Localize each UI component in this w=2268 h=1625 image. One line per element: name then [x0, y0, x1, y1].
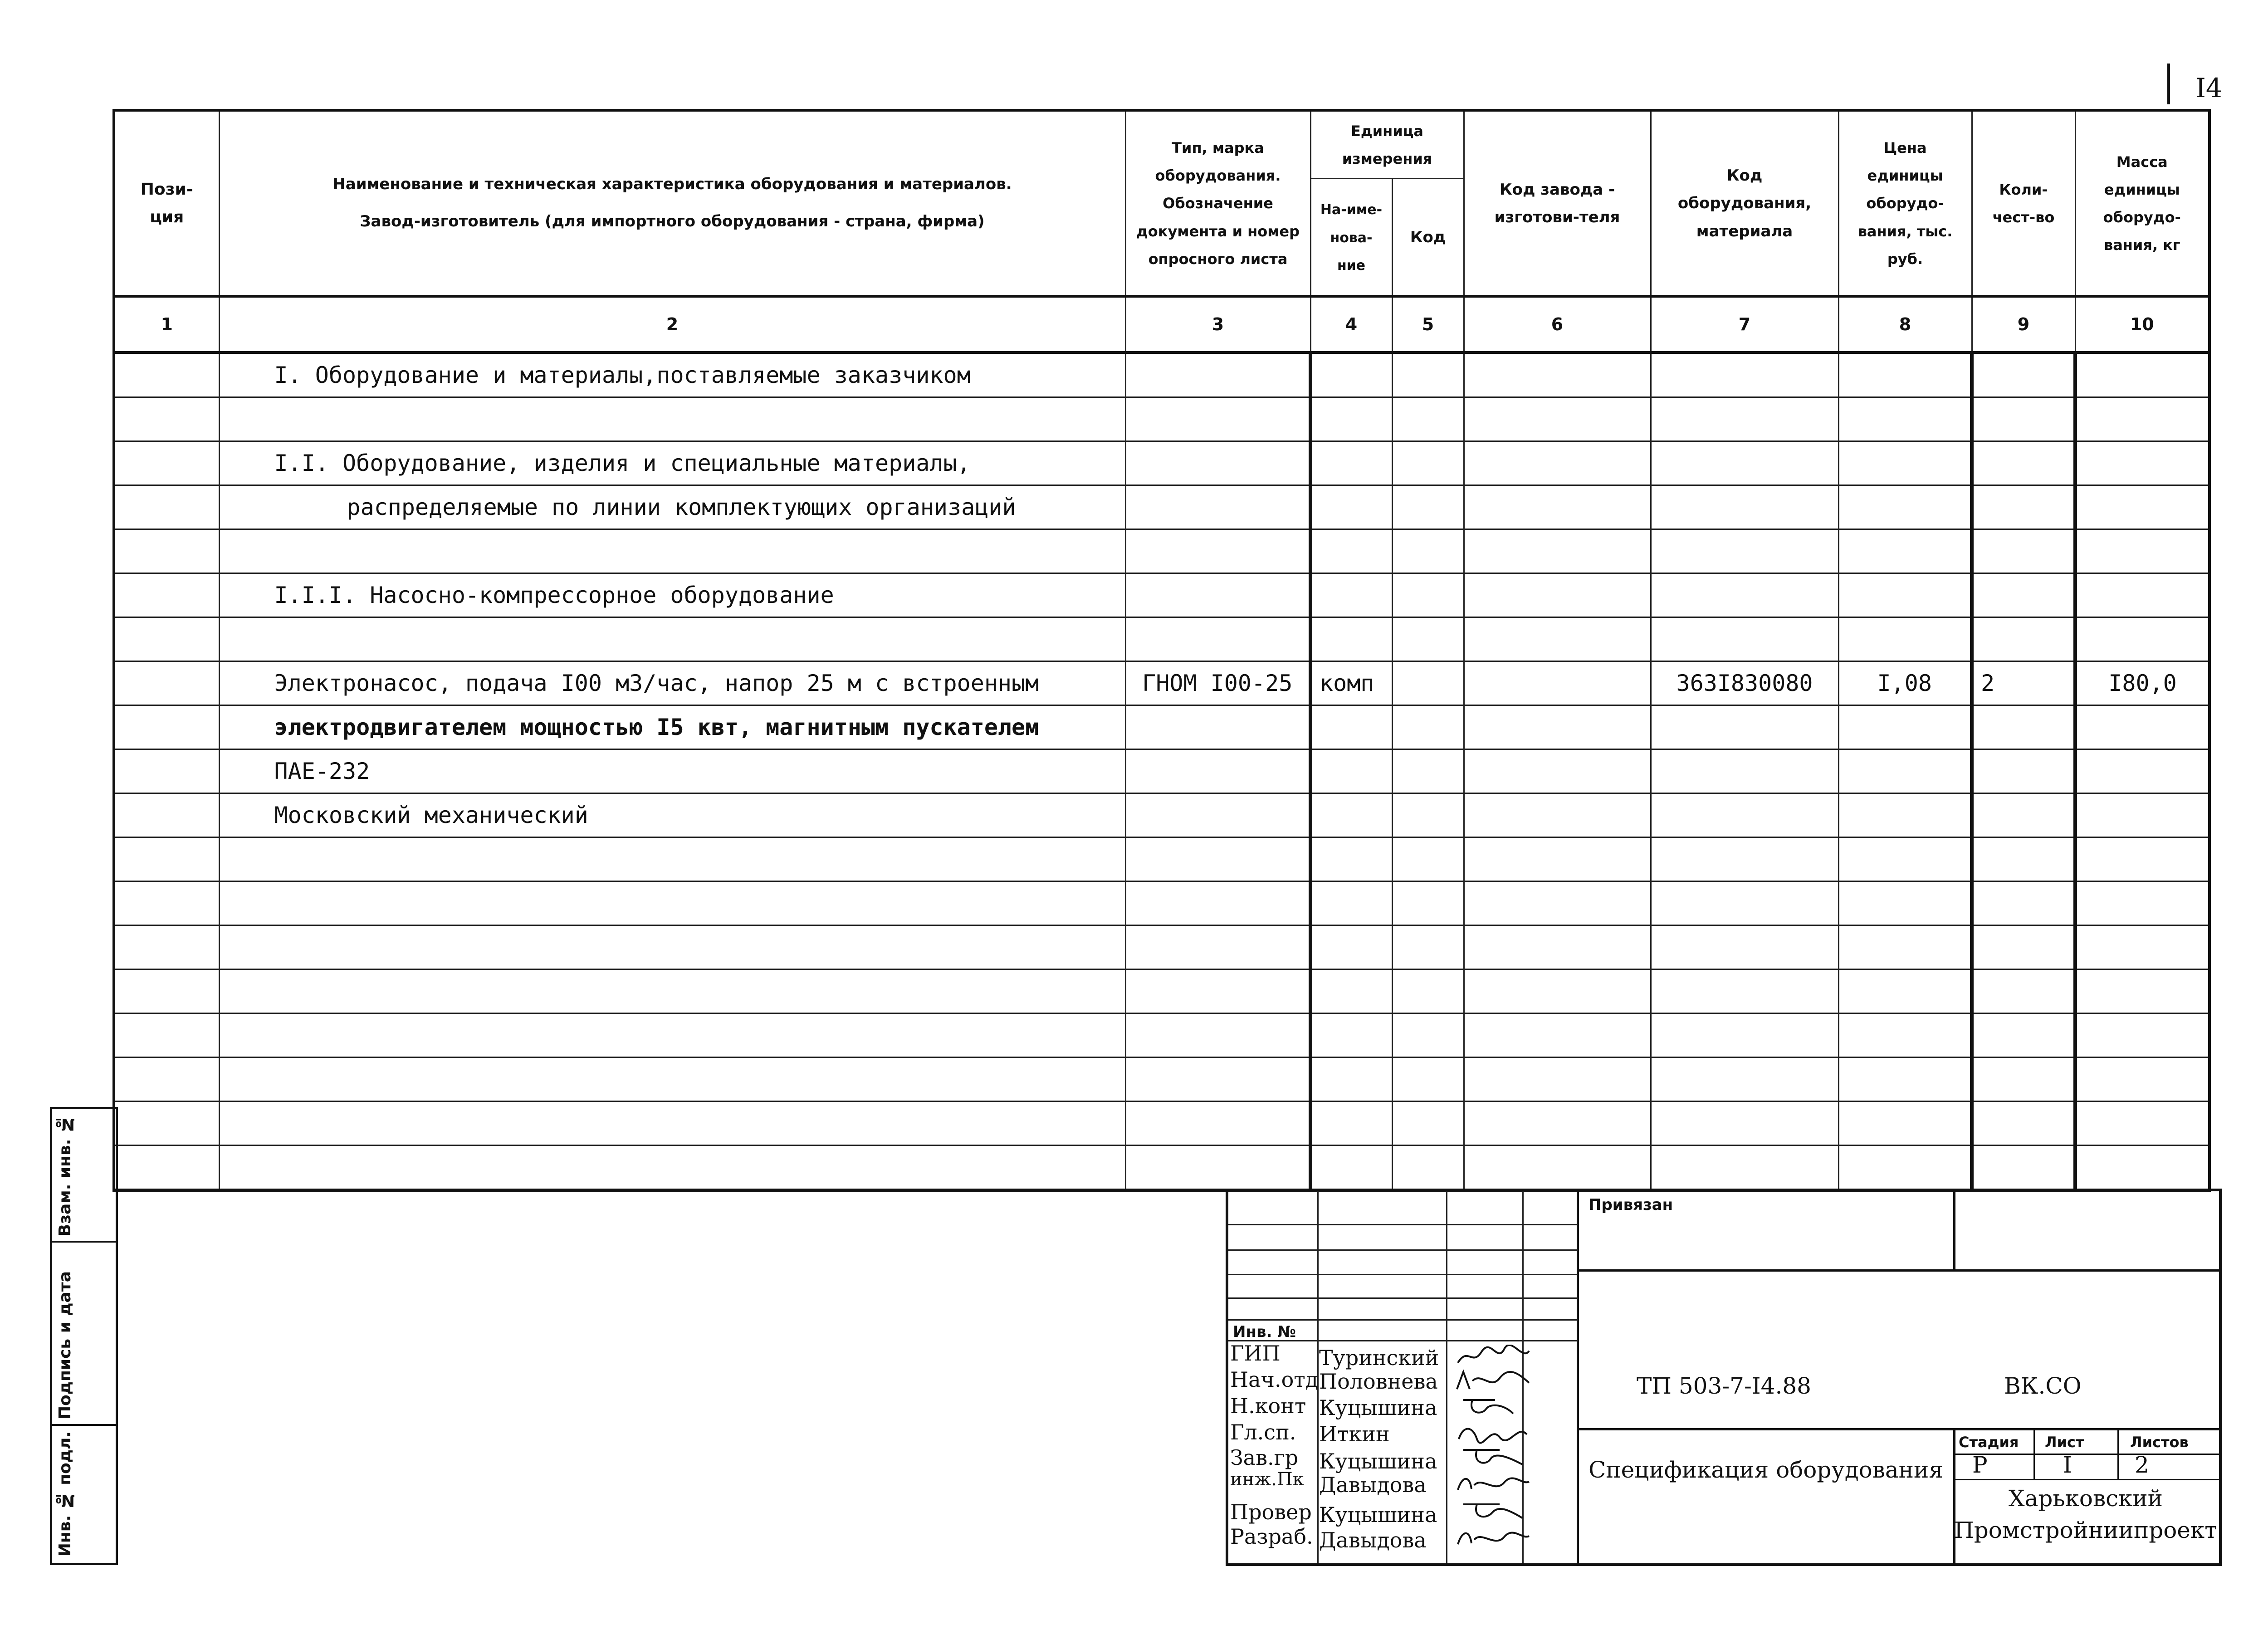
signature-scribble [1454, 1345, 1531, 1368]
table-row [114, 529, 2209, 573]
header-quantity: Коли-чест-во [1972, 110, 2075, 296]
staff-role: Разраб. [1230, 1524, 1313, 1549]
header-position: Пози- ция [114, 110, 219, 296]
signature-scribble [1454, 1395, 1531, 1419]
organization-line-1: Харьковский [2008, 1485, 2163, 1512]
staff-name: Куцышина [1319, 1503, 1437, 1527]
staff-name: Туринский [1319, 1346, 1439, 1370]
row-name: Электронасос, подача I00 м3/час, напор 25 м с встроенным [219, 661, 1125, 705]
header-equipment-code: Код оборудования, материала [1651, 110, 1838, 296]
stage-value: Р [1972, 1452, 1988, 1478]
staff-role: Нач.отд [1230, 1367, 1319, 1392]
signature-scribble [1454, 1446, 1531, 1470]
table-row [114, 1057, 2209, 1101]
row-name: I.I. Оборудование, изделия и специальные материалы, [219, 441, 1125, 485]
table-row [114, 617, 2209, 661]
table-row [114, 705, 2209, 749]
column-number-row [114, 296, 2209, 352]
row-type: ГНОМ I00-25 [1125, 661, 1310, 705]
header-unit-name: На-име-нова-ние [1310, 178, 1392, 296]
signature-scribble [1454, 1500, 1531, 1523]
table-row [114, 1145, 2209, 1191]
column-number: 5 [1392, 296, 1464, 352]
table-row [114, 925, 2209, 969]
inventory-label: Инв. № [1233, 1323, 1296, 1341]
signature-grid [1228, 1191, 1578, 1563]
table-row [114, 837, 2209, 881]
column-number: 3 [1125, 296, 1310, 352]
header-maker-code: Код завода - изготови-теля [1464, 110, 1651, 296]
side-cell-sign-date: Подпись и дата [52, 1243, 116, 1426]
project-code: ТП 503-7-I4.88 [1637, 1373, 1811, 1399]
row-equipment-code: 363I830080 [1651, 661, 1838, 705]
organization-line-2: Промстройниипроект [1954, 1517, 2217, 1543]
column-number: 10 [2075, 296, 2209, 352]
signature-scribble [1454, 1369, 1531, 1393]
header-price: Цена единицы оборудо-вания, тыс. руб. [1838, 110, 1972, 296]
table-row [114, 352, 2209, 397]
signature-scribble [1454, 1526, 1531, 1550]
staff-role: Гл.сп. [1230, 1420, 1296, 1444]
table-row [114, 441, 2209, 485]
staff-name: Давыдова [1319, 1528, 1427, 1552]
row-name: распределяемые по линии комплектующих организаций [219, 485, 1125, 529]
side-stamp-strip [50, 1107, 118, 1565]
table-row [114, 749, 2209, 793]
row-quantity: 2 [1972, 661, 2075, 705]
table-row [114, 573, 2209, 617]
header-mass: Масса единицы оборудо-вания, кг [2075, 110, 2209, 296]
page-corner-mark [2167, 64, 2170, 104]
column-number: 6 [1464, 296, 1651, 352]
row-name: I.I.I. Насосно-компрессорное оборудование [219, 573, 1125, 617]
column-number: 7 [1651, 296, 1838, 352]
staff-name: Давыдова [1319, 1473, 1427, 1497]
table-row [114, 485, 2209, 529]
header-unit-code: Код [1392, 178, 1464, 296]
attached-label: Привязан [1589, 1196, 1673, 1214]
staff-name: Иткин [1319, 1422, 1390, 1446]
table-row [114, 793, 2209, 837]
table-body [114, 352, 2209, 1190]
drawing-mark: ВК.СО [2004, 1373, 2082, 1399]
page-number: I4 [2195, 73, 2223, 103]
sheets-value: 2 [2135, 1452, 2149, 1478]
row-unit: комп [1310, 661, 1392, 705]
staff-name: Половнева [1319, 1369, 1438, 1394]
column-number: 2 [219, 296, 1125, 352]
staff-role: инж.Пк [1230, 1469, 1304, 1490]
signature-scribble [1454, 1421, 1531, 1444]
staff-role: Провер [1230, 1500, 1312, 1524]
table-row [114, 969, 2209, 1013]
table-row [114, 1101, 2209, 1145]
sheet-value: I [2063, 1452, 2072, 1478]
staff-role: Зав.гр [1230, 1445, 1299, 1470]
side-cell-swap-inv: Взам. инв. № [52, 1109, 116, 1243]
specification-table [112, 109, 2211, 1192]
column-number: 9 [1972, 296, 2075, 352]
header-name: Наименование и техническая характеристика оборудования и материалов. Завод-изготовитель (для импортного оборудования - страна, фирма) [219, 110, 1125, 296]
staff-role: Н.конт [1230, 1394, 1306, 1418]
side-cell-inv-orig: Инв. № подл. [56, 1431, 74, 1556]
stage-label: Стадия [1959, 1434, 2019, 1451]
row-mass: I80,0 [2075, 661, 2209, 705]
table-row [114, 881, 2209, 925]
row-name: Московский механический [219, 793, 1125, 837]
document-title: Спецификация оборудования [1589, 1457, 1943, 1483]
title-block [1226, 1189, 2222, 1566]
row-name: I. Оборудование и материалы,поставляемые заказчиком [219, 352, 1125, 397]
sheet-label: Лист [2045, 1434, 2084, 1451]
column-number: 8 [1838, 296, 1972, 352]
table-row [114, 1013, 2209, 1057]
table-row [114, 661, 2209, 705]
header-unit: Единица измерения [1310, 110, 1464, 178]
staff-name: Куцышина [1319, 1395, 1437, 1420]
column-number: 4 [1310, 296, 1392, 352]
sheets-label: Листов [2130, 1434, 2189, 1451]
staff-role: ГИП [1230, 1341, 1281, 1366]
header-type: Тип, марка оборудования. Обозначение документа и номер опросного листа [1125, 110, 1310, 296]
row-name: электродвигателем мощностью I5 квт, магнитным пускателем [219, 705, 1125, 749]
row-price: I,08 [1838, 661, 1972, 705]
row-name: ПАЕ-232 [219, 749, 1125, 793]
column-number: 1 [114, 296, 219, 352]
signature-scribble [1454, 1472, 1531, 1495]
staff-name: Куцышина [1319, 1449, 1437, 1473]
table-row [114, 397, 2209, 441]
